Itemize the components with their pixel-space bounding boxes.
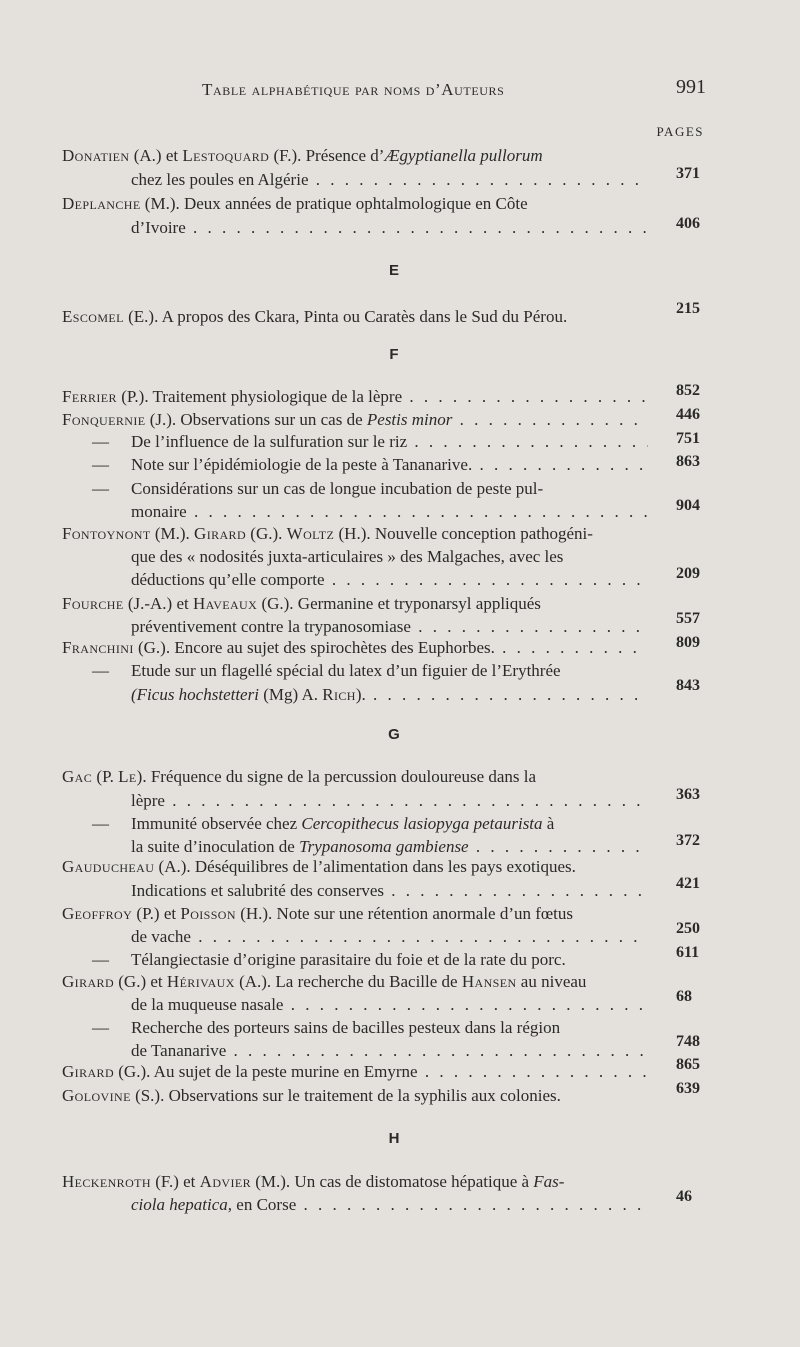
pages-column-label: PAGES — [656, 124, 704, 139]
page-ref: 611 — [676, 944, 700, 961]
page-ref: 421 — [676, 875, 700, 892]
author-name: Hansen — [461, 972, 517, 991]
entry-line: Girard (G.). Au sujet de la peste murine en Emyrne . . . — [62, 1060, 648, 1083]
section-letter-f: F — [389, 346, 399, 363]
author-name: Haveaux — [193, 594, 258, 613]
author-name: Fonquernie — [62, 410, 146, 429]
author-name: Woltz — [286, 524, 335, 543]
entry-line: Girard (G.) et Hérivaux (A.). La recherche du Bacille de Hansen au niveau — [62, 972, 587, 991]
entry-line: déductions qu’elle comporte . . . — [62, 568, 648, 591]
page-ref: 809 — [676, 634, 700, 651]
page-ref: 557 — [676, 610, 700, 627]
entry-line: Fonquernie (J.). Observations sur un cas de Pestis minor . . . — [62, 408, 648, 431]
author-name: Heckenroth — [62, 1172, 151, 1191]
author-name: Donatien — [62, 146, 130, 165]
entry-line: — Considérations sur un cas de longue incubation de peste pul- — [92, 479, 544, 498]
page-ref: 371 — [676, 165, 700, 182]
section-letter-g: G — [388, 726, 400, 743]
page-ref: 904 — [676, 497, 700, 514]
author-name: Fontoynont — [62, 524, 151, 543]
entry-line: ciola hepatica, en Corse . . . — [62, 1193, 648, 1216]
entry-line: Escomel (E.). A propos des Ckara, Pinta ou Caratès dans le Sud du Pérou. — [62, 307, 568, 326]
header-title: Table alphabétique par noms d’Auteurs — [202, 80, 505, 99]
author-name: Gac — [62, 767, 93, 786]
entry-line: de la muqueuse nasale . . . — [62, 993, 648, 1016]
page-ref: 406 — [676, 215, 700, 232]
entry-line: Fontoynont (M.). Girard (G.). Woltz (H.). Nouvelle conception pathogéni- — [62, 524, 593, 543]
entry-line: — Immunité observée chez Cercopithecus lasiopyga petaurista à — [92, 814, 555, 833]
entry-line: Golovine (S.). Observations sur le traitement de la syphilis aux colonies. — [62, 1086, 561, 1105]
page-ref: 863 — [676, 453, 700, 470]
author-name: Gauducheau — [62, 857, 155, 876]
running-header — [62, 76, 708, 106]
page-ref: 372 — [676, 832, 700, 849]
entry-line: Franchini (G.). Encore au sujet des spirochètes des Euphorbes. . . . — [62, 636, 648, 659]
page-ref: 751 — [676, 430, 700, 447]
page-ref: 639 — [676, 1080, 700, 1097]
entry-line: (Ficus hochstetteri (Mg) A. Rich). . . . — [62, 683, 648, 706]
section-letter-e: E — [388, 262, 399, 279]
author-name: Fourche — [62, 594, 124, 613]
page-ref: 748 — [676, 1033, 700, 1050]
author-name: Lestoquard — [182, 146, 270, 165]
entry-line: lèpre . . . — [62, 789, 648, 812]
entry-line: Fourche (J.-A.) et Haveaux (G.). Germanine et tryponarsyl appliqués — [62, 594, 541, 613]
page-ref: 68 — [676, 988, 692, 1005]
entry-line: — Télangiectasie d’origine parasitaire du foie et de la rate du porc. — [92, 950, 566, 969]
page-ref: 865 — [676, 1056, 700, 1073]
entry-line: Donatien (A.) et Lestoquard (F.). Présence d’Ægyptianella pullorum — [62, 146, 543, 165]
page-ref: 852 — [676, 382, 700, 399]
header-page-number: 991 — [676, 76, 706, 98]
page-ref: 446 — [676, 406, 700, 423]
entry-line: — De l’influence de la sulfuration sur le riz . . . — [62, 430, 648, 453]
entry-line: monaire . . . — [62, 500, 648, 523]
author-name: Franchini — [62, 638, 134, 657]
page-ref: 209 — [676, 565, 700, 582]
author-name: Geoffroy — [62, 904, 133, 923]
page-ref: 843 — [676, 677, 700, 694]
entry-line: chez les poules en Algérie . . . — [62, 168, 648, 191]
entry-line: de vache . . . — [62, 925, 648, 948]
entry-line: préventivement contre la trypanosomiase . . . — [62, 615, 648, 638]
entry-line: — Note sur l’épidémiologie de la peste à Tananarive. . . . — [62, 453, 648, 476]
entry-line: Geoffroy (P.) et Poisson (H.). Note sur une rétention anormale d’un fœtus — [62, 904, 574, 923]
entry-line: d’Ivoire . . . — [62, 216, 648, 239]
italic-title: Ægyptianella pullorum — [384, 146, 543, 165]
entry-line: — Recherche des porteurs sains de bacilles pesteux dans la région — [92, 1018, 561, 1037]
entry-line: Heckenroth (F.) et Advier (M.). Un cas de distomatose hépatique à Fas- — [62, 1172, 565, 1191]
author-name: Advier — [199, 1172, 251, 1191]
entry-line: la suite d’inoculation de Trypanosoma gambiense . . . — [62, 835, 648, 858]
entry-line: Gauducheau (A.). Déséquilibres de l’alimentation dans les pays exotiques. — [62, 857, 576, 876]
entry-line: Gac (P. Le). Fréquence du signe de la percussion douloureuse dans la — [62, 767, 537, 786]
page-ref: 215 — [676, 300, 700, 317]
author-name: Hérivaux — [166, 972, 235, 991]
author-name: Le — [118, 767, 137, 786]
author-name: Girard — [62, 1062, 115, 1081]
entry-line: que des « nodosités juxta-articulaires » des Malgaches, avec les — [131, 547, 564, 566]
entry-line: Ferrier (P.). Traitement physiologique de la lèpre . . . — [62, 385, 648, 408]
author-name: Ferrier — [62, 387, 117, 406]
author-name: Girard — [62, 972, 115, 991]
author-name: Poisson — [180, 904, 236, 923]
page-ref: 363 — [676, 786, 700, 803]
author-name: Deplanche — [62, 194, 141, 213]
page-ref: 250 — [676, 920, 700, 937]
entry-line: Deplanche (M.). Deux années de pratique ophtalmologique en Côte — [62, 194, 528, 213]
entry-line: — Etude sur un flagellé spécial du latex d’un figuier de l’Erythrée — [92, 661, 561, 680]
entry-line: Indications et salubrité des conserves . . . — [62, 879, 648, 902]
entry-line: de Tananarive . . . — [62, 1039, 648, 1062]
author-name: Escomel — [62, 307, 124, 326]
author-name: Golovine — [62, 1086, 131, 1105]
author-name: Girard — [194, 524, 247, 543]
page-ref: 46 — [676, 1188, 692, 1205]
section-letter-h: H — [388, 1130, 400, 1147]
